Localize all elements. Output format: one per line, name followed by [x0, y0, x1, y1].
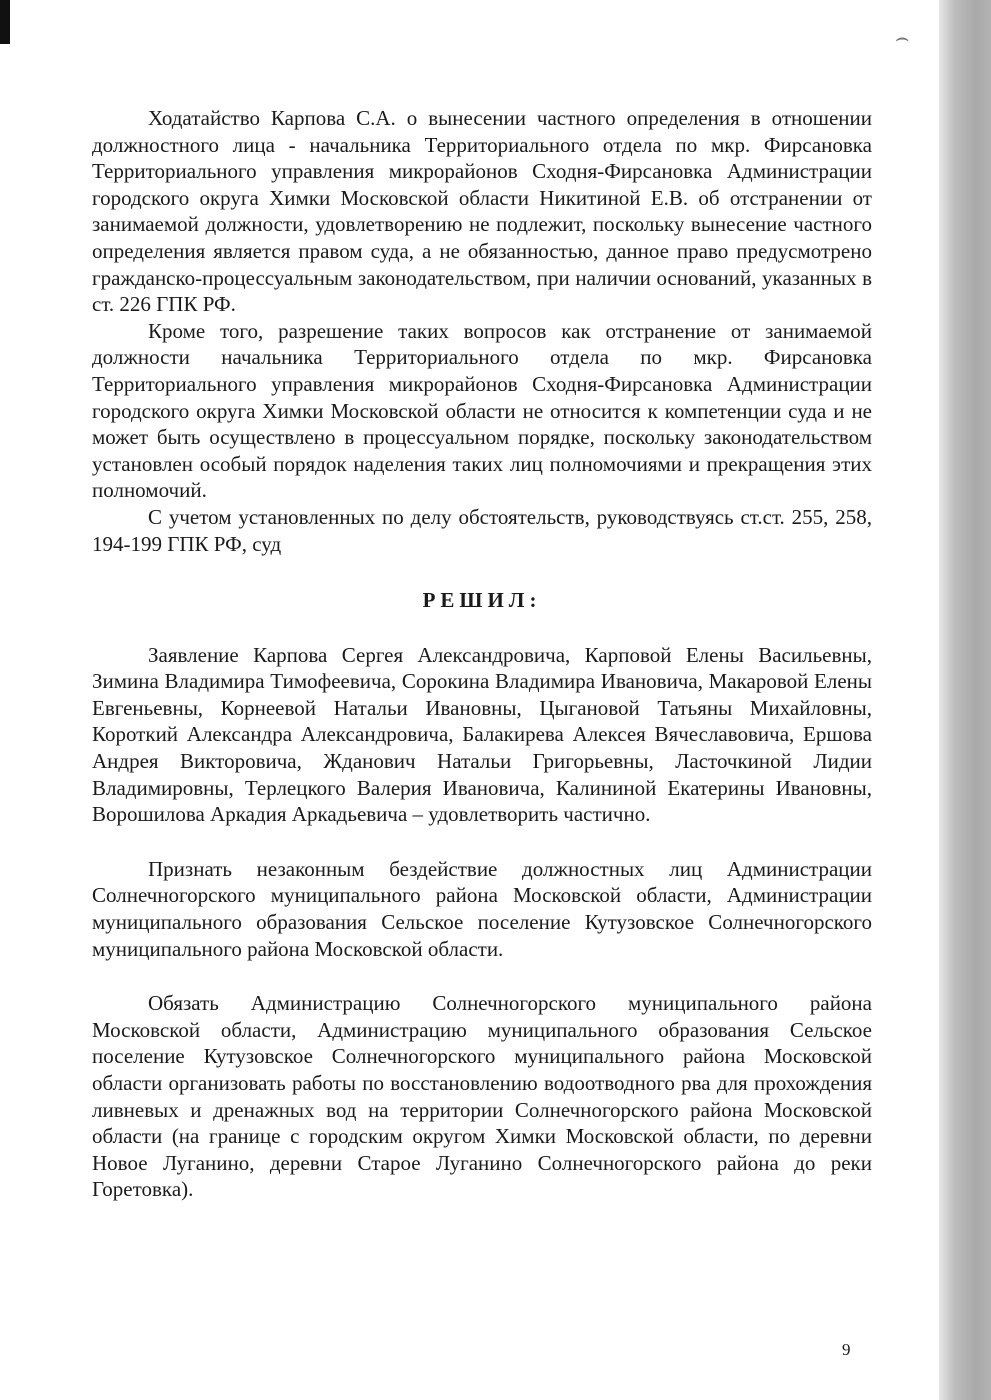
- scan-shadow-edge: [939, 0, 991, 1400]
- paragraph-grounds: С учетом установленных по делу обстоятельств, руководствуясь ст.ст. 255, 258, 194-199 ГПК РФ, суд: [92, 504, 872, 556]
- document-page: [92, 105, 872, 1203]
- page-number: 9: [842, 1340, 851, 1359]
- paragraph-competence: Кроме того, разрешение таких вопросов как отстранение от занимаемой должности начальника Территориального отдела по мкр. Фирсановка Территориального управления микрорайонов Сходня-Фирсановка Администрации городского округа Химки Московской области не относится к компетенции суда и не может быть осуществлено в процессуальном порядке, поскольку законодательством установлен особый порядок наделения таких лиц полномочиями и прекращения этих полномочий.: [92, 318, 872, 503]
- decision-claim: Заявление Карпова Сергея Александровича, Карповой Елены Васильевны, Зимина Владимира Тимофеевича, Сорокина Владимира Ивановича, Макаровой Елены Евгеньевны, Корнеевой Натальи Ивановны, Цыгановой Татьяны Михайловны, Короткий Александра Александровича, Балакирева Алексея Вячеславовича, Ершова Андрея Викторовича, Жданович Натальи Григорьевны, Ласточкиной Лидии Владимировны, Терлецкого Валерия Ивановича, Калининой Екатерины Ивановны, Ворошилова Аркадия Аркадьевича – удовлетворить частично.: [92, 642, 872, 827]
- decision-obligate: Обязать Администрацию Солнечногорского муниципального района Московской области, Администрацию муниципального образования Сельское поселение Кутузовское Солнечногорского муниципального района Московской области организовать работы по восстановлению водоотводного рва для прохождения ливневых и дренажных вод на территории Солнечногорского района Московской области (на границе с городским округом Химки Московской области, по деревни Новое Луганино, деревни Старое Луганино Солнечногорского района до реки Горетовка).: [92, 991, 872, 1202]
- scan-corner-mark: [0, 0, 10, 44]
- decision-heading: РЕШИЛ:: [422, 588, 542, 613]
- paragraph-petition: Ходатайство Карпова С.А. о вынесении частного определения в отношении должностного лица - начальника Территориального отдела по мкр. Фирсановка Территориального управления микрорайонов Сходня-Фирсановка Администрации городского округа Химки Московской области Никитиной Е.В. об отстранении от занимаемой должности, удовлетворению не подлежит, поскольку вынесение частного определения является правом суда, а не обязанностью, данное право предусмотрено гражданско-процессуальным законодательством, при наличии оснований, указанных в ст. 226 ГПК РФ.: [92, 106, 872, 317]
- pen-mark: ⌢: [895, 25, 910, 50]
- decision-recognize-inaction: Признать незаконным бездействие должностных лиц Администрации Солнечногорского муниципального района Московской области, Администрации муниципального образования Сельское поселение Кутузовское Солнечногорского муниципального района Московской области.: [92, 856, 872, 961]
